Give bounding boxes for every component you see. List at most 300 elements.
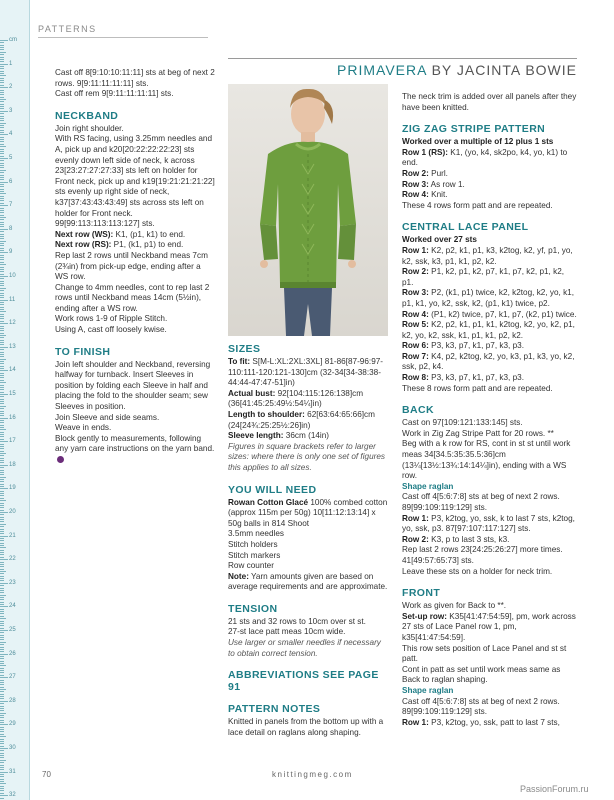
ruler-tick bbox=[0, 259, 4, 260]
ruler-tick bbox=[0, 99, 6, 100]
ruler-tick bbox=[0, 647, 4, 648]
ruler-tick bbox=[0, 590, 4, 591]
ruler-tick bbox=[0, 559, 8, 560]
ruler-tick bbox=[0, 781, 4, 782]
ruler-tick bbox=[0, 510, 4, 511]
ruler-tick bbox=[0, 750, 4, 751]
size-info: Sleeve length: 36cm (14in) bbox=[228, 431, 330, 441]
ruler-tick bbox=[0, 507, 4, 508]
ruler-tick bbox=[0, 158, 8, 159]
instruction-text: Weave in ends. bbox=[55, 423, 112, 433]
ruler-tick bbox=[0, 415, 4, 416]
ruler-tick bbox=[0, 342, 4, 343]
ruler-tick bbox=[0, 269, 4, 270]
need-item: Row counter bbox=[228, 561, 274, 571]
instruction-text: Cast off 4[5:6:7:8] sts at beg of next 2 rows. 89[99:109:119:129] sts. bbox=[402, 492, 560, 512]
ruler-tick bbox=[0, 59, 4, 60]
trim-note: The neck trim is added over all panels after they have been knitted. bbox=[402, 92, 577, 112]
ruler-label: 13 bbox=[9, 343, 16, 350]
ruler-tick bbox=[0, 580, 4, 581]
ruler-tick bbox=[0, 670, 4, 671]
cast-off-text: Cast off 8[9:10:10:11:11] sts at beg of next 2 rows. 9[9:11:11:11:11] sts. bbox=[55, 68, 215, 88]
ruler-tick bbox=[0, 632, 4, 633]
pattern-row: Row 3: As row 1. bbox=[402, 179, 465, 189]
ruler-tick bbox=[0, 314, 4, 315]
ruler-tick bbox=[0, 677, 8, 678]
ruler-tick bbox=[0, 116, 4, 117]
ruler-tick bbox=[0, 604, 4, 605]
ruler-tick bbox=[0, 656, 4, 657]
pattern-repeat: These 4 rows form patt and are repeated. bbox=[402, 200, 553, 210]
ruler-tick bbox=[0, 337, 4, 338]
pattern-repeat: These 8 rows form patt and are repeated. bbox=[402, 383, 553, 393]
ruler-tick bbox=[0, 392, 4, 393]
ruler-tick bbox=[0, 776, 4, 777]
ruler-tick bbox=[0, 576, 4, 577]
ruler-label: 9 bbox=[9, 249, 13, 256]
ruler-tick bbox=[0, 354, 4, 355]
row-instruction: Next row (WS): K1, (p1, k1) to end. bbox=[55, 229, 186, 239]
ruler-tick bbox=[0, 498, 4, 499]
instruction-text: Change to 4mm needles, cont to rep last 2 rows until Neckband meas 14cm (5½in), ending after a WS row. bbox=[55, 282, 210, 313]
ruler-tick bbox=[0, 49, 4, 50]
ruler-tick bbox=[0, 684, 4, 685]
ruler-tick bbox=[0, 474, 4, 475]
ruler-tick bbox=[0, 736, 6, 737]
ruler-tick bbox=[0, 613, 4, 614]
ruler-tick bbox=[0, 47, 4, 48]
ruler-tick bbox=[0, 186, 4, 187]
ruler-tick bbox=[0, 451, 4, 452]
ruler-label: 31 bbox=[9, 768, 16, 775]
ruler-tick bbox=[0, 267, 4, 268]
ruler-tick bbox=[0, 665, 6, 666]
pattern-notes-heading: PATTERN NOTES bbox=[228, 703, 321, 716]
ruler-tick bbox=[0, 748, 8, 749]
ruler-tick bbox=[0, 550, 4, 551]
ruler-tick bbox=[0, 144, 4, 145]
ruler-tick bbox=[0, 408, 4, 409]
ruler-tick bbox=[0, 696, 4, 697]
ruler-tick bbox=[0, 649, 4, 650]
pattern-row: Row 2: P1, k2, p1, k2, p7, k1, p7, k2, p1, k2, p1. bbox=[402, 267, 565, 287]
ruler-tick bbox=[0, 123, 6, 124]
ruler-tick bbox=[0, 370, 8, 371]
instruction-text: With RS facing, using 3.25mm needles and A, pick up and k20[20:22:22:22:23] sts evenly down left side of neck, k across 23[23:27:27:27:33] sts left on holder for Front neck, pick up and k19[19:21:21:21:22] sts evenly up right side of neck, k37[37:43:43:43:49] sts across sts left on holder for Front neck. bbox=[55, 134, 215, 218]
size-info: Length to shoulder: 62[63:64:65:66]cm (24[24¾:25:25½:26]in) bbox=[228, 409, 375, 430]
ruler-tick bbox=[0, 682, 4, 683]
ruler-tick bbox=[0, 321, 4, 322]
ruler-tick bbox=[0, 439, 4, 440]
pattern-row: Row 2: Purl. bbox=[402, 168, 448, 178]
ruler-tick bbox=[0, 335, 6, 336]
ruler-tick bbox=[0, 215, 4, 216]
ruler-tick bbox=[0, 529, 4, 530]
need-item: 3.5mm needles bbox=[228, 529, 284, 539]
ruler-tick bbox=[0, 250, 4, 251]
pattern-row: Set-up row: K35[41:47:54:59], pm, work across 27 sts of Lace Panel row 1, pm, k35[41:47:54:59]. bbox=[402, 611, 576, 642]
ruler-tick bbox=[0, 172, 4, 173]
ruler-tick bbox=[0, 606, 8, 607]
end-mark-icon bbox=[57, 456, 64, 463]
ruler-tick bbox=[0, 193, 6, 194]
ruler-tick bbox=[0, 196, 4, 197]
ruler-tick bbox=[0, 514, 4, 515]
ruler-label: 2 bbox=[9, 84, 13, 91]
ruler-tick bbox=[0, 328, 4, 329]
pattern-notes-text: Knitted in panels from the bottom up with a lace detail on raglans along shaping. bbox=[228, 717, 384, 737]
ruler-label: 30 bbox=[9, 745, 16, 751]
ruler-tick bbox=[0, 293, 4, 294]
ruler-tick bbox=[0, 786, 4, 787]
ruler-tick bbox=[0, 349, 4, 350]
tension-heading: TENSION bbox=[228, 602, 278, 615]
zigzag-worked: Worked over a multiple of 12 plus 1 sts bbox=[402, 137, 554, 147]
ruler-tick bbox=[0, 78, 4, 79]
ruler-tick bbox=[0, 217, 6, 218]
ruler-tick bbox=[0, 422, 4, 423]
ruler-tick bbox=[0, 486, 4, 487]
ruler-label: 8 bbox=[9, 225, 13, 232]
pattern-row: Row 1: P3, k2tog, yo, ssk, patt to last 7 sts, bbox=[402, 717, 560, 727]
ruler-tick bbox=[0, 774, 4, 775]
ruler-tick bbox=[0, 66, 4, 67]
ruler-tick bbox=[0, 595, 6, 596]
ruler-tick bbox=[0, 793, 4, 794]
ruler-tick bbox=[0, 394, 8, 395]
ruler-tick bbox=[0, 210, 4, 211]
ruler-tick bbox=[0, 212, 4, 213]
ruler-tick bbox=[0, 311, 6, 312]
ruler-tick bbox=[0, 757, 4, 758]
ruler-tick bbox=[0, 104, 4, 105]
ruler-tick bbox=[0, 746, 4, 747]
ruler-tick bbox=[0, 465, 8, 466]
ruler-tick bbox=[0, 519, 4, 520]
ruler-tick bbox=[0, 706, 4, 707]
ruler-tick bbox=[0, 420, 4, 421]
ruler-label: 26 bbox=[9, 650, 16, 657]
ruler-tick bbox=[0, 125, 4, 126]
ruler-tick bbox=[0, 356, 4, 357]
ruler-tick bbox=[0, 795, 8, 796]
ruler-tick bbox=[0, 359, 6, 360]
ruler-tick bbox=[0, 295, 4, 296]
ruler-tick bbox=[0, 344, 4, 345]
ruler-tick bbox=[0, 472, 4, 473]
abbreviations-heading: ABBREVIATIONS SEE PAGE 91 bbox=[228, 669, 379, 694]
yarn-info: Rowan Cotton Glacé 100% combed cotton (approx 115m per 50g) 10[11:12:13:14] x 50g balls in 814 Shoot bbox=[228, 497, 388, 528]
ruler-tick bbox=[0, 573, 4, 574]
ruler-tick bbox=[0, 54, 4, 55]
ruler-tick bbox=[0, 175, 4, 176]
instruction-text: Work rows 1-9 of Ripple Stitch. bbox=[55, 314, 168, 324]
ruler-tick bbox=[0, 191, 4, 192]
ruler-tick bbox=[0, 307, 4, 308]
ruler-tick bbox=[0, 623, 4, 624]
ruler-tick bbox=[0, 281, 4, 282]
ruler-tick bbox=[0, 571, 6, 572]
ruler-tick bbox=[0, 687, 4, 688]
ruler-label: cm bbox=[9, 37, 17, 43]
ruler-tick bbox=[0, 597, 4, 598]
ruler-tick bbox=[0, 642, 6, 643]
ruler-tick bbox=[0, 540, 4, 541]
row-instruction: Next row (RS): P1, (k1, p1) to end. bbox=[55, 240, 184, 250]
ruler-tick bbox=[0, 739, 4, 740]
ruler-tick bbox=[0, 769, 4, 770]
ruler-label: 17 bbox=[9, 438, 16, 445]
ruler-tick bbox=[0, 628, 4, 629]
ruler-tick bbox=[0, 276, 8, 277]
ruler-tick bbox=[0, 425, 4, 426]
ruler-tick bbox=[0, 396, 4, 397]
ruler-tick bbox=[0, 798, 4, 799]
ruler-tick bbox=[0, 762, 4, 763]
instruction-text: Rep last 2 rows 23[24:25:26:27] more times. 41[49:57:65:73] sts. bbox=[402, 545, 563, 565]
ruler-label: 6 bbox=[9, 178, 13, 185]
instruction-text: Work as given for Back to **. bbox=[402, 601, 507, 611]
ruler-tick bbox=[0, 720, 4, 721]
ruler-tick bbox=[0, 108, 4, 109]
shape-raglan-heading: Shape raglan bbox=[402, 685, 454, 695]
section-divider bbox=[38, 37, 208, 38]
ruler-tick bbox=[0, 146, 6, 147]
ruler-tick bbox=[0, 198, 4, 199]
zigzag-heading: ZIG ZAG STRIPE PATTERN bbox=[402, 123, 546, 136]
ruler-tick bbox=[0, 481, 4, 482]
ruler-tick bbox=[0, 460, 4, 461]
ruler-tick bbox=[0, 403, 4, 404]
ruler-tick bbox=[0, 156, 4, 157]
ruler-tick bbox=[0, 569, 4, 570]
ruler-tick bbox=[0, 82, 4, 83]
ruler-label: 12 bbox=[9, 320, 16, 327]
ruler-tick bbox=[0, 715, 4, 716]
instruction-text: Work in Zig Zag Stripe Patt for 20 rows. ** bbox=[402, 428, 554, 438]
lace-panel-heading: CENTRAL LACE PANEL bbox=[402, 221, 529, 234]
ruler-tick bbox=[0, 179, 4, 180]
ruler-tick bbox=[0, 755, 4, 756]
ruler-tick bbox=[0, 219, 4, 220]
ruler-tick bbox=[0, 526, 4, 527]
title-by: BY bbox=[431, 62, 453, 78]
sizes-heading: SIZES bbox=[228, 343, 261, 355]
pattern-title bbox=[228, 62, 577, 78]
ruler-tick bbox=[0, 618, 6, 619]
ruler-tick bbox=[0, 118, 4, 119]
website-footer: knittingmeg.com bbox=[272, 770, 353, 779]
ruler-tick bbox=[0, 302, 4, 303]
ruler-tick bbox=[0, 111, 8, 112]
ruler-tick bbox=[0, 731, 4, 732]
watermark: PassionForum.ru bbox=[520, 784, 589, 794]
ruler-tick bbox=[0, 427, 4, 428]
ruler-tick bbox=[0, 45, 4, 46]
ruler-tick bbox=[0, 458, 4, 459]
ruler-tick bbox=[0, 557, 4, 558]
ruler-tick bbox=[0, 399, 4, 400]
need-heading: YOU WILL NEED bbox=[228, 483, 317, 496]
ruler-tick bbox=[0, 446, 4, 447]
ruler-tick bbox=[0, 361, 4, 362]
ruler-tick bbox=[0, 658, 4, 659]
ruler-tick bbox=[0, 297, 4, 298]
ruler-tick bbox=[0, 330, 4, 331]
instruction-text: Cont in patt as set until work meas same as Back to raglan shaping. bbox=[402, 664, 561, 685]
ruler-tick bbox=[0, 113, 4, 114]
ruler-tick bbox=[0, 73, 4, 74]
ruler-tick bbox=[0, 484, 4, 485]
ruler-tick bbox=[0, 182, 8, 183]
sizes-note: Figures in square brackets refer to larger sizes: where there is only one set of figures this applies to all sizes. bbox=[228, 441, 386, 472]
ruler-tick bbox=[0, 68, 4, 69]
ruler-tick bbox=[0, 713, 6, 714]
column-left bbox=[55, 68, 215, 466]
ruler-tick bbox=[0, 701, 8, 702]
ruler-tick bbox=[0, 538, 4, 539]
ruler-tick bbox=[0, 139, 4, 140]
ruler-label: 20 bbox=[9, 509, 16, 515]
ruler-tick bbox=[0, 203, 4, 204]
instruction-text: Using A, cast off loosely kwise. bbox=[55, 325, 167, 335]
ruler-tick bbox=[0, 252, 8, 253]
ruler-tick bbox=[0, 418, 8, 419]
ruler-tick bbox=[0, 767, 4, 768]
measuring-ruler bbox=[0, 0, 30, 800]
ruler-label: 18 bbox=[9, 461, 16, 468]
pattern-row: Row 2: K3, p to last 3 sts, k3. bbox=[402, 534, 510, 544]
ruler-tick bbox=[0, 621, 4, 622]
ruler-tick bbox=[0, 184, 4, 185]
ruler-tick bbox=[0, 616, 4, 617]
ruler-label: 29 bbox=[9, 721, 16, 728]
ruler-tick bbox=[0, 387, 4, 388]
ruler-tick bbox=[0, 672, 4, 673]
title-rule bbox=[228, 58, 577, 59]
ruler-tick bbox=[0, 42, 4, 43]
instruction-text: Rep last 2 rows until Neckband meas 7cm (2¾in) from pick-up edge, ending after a WS row. bbox=[55, 250, 208, 282]
ruler-tick bbox=[0, 160, 4, 161]
ruler-tick bbox=[0, 238, 4, 239]
ruler-tick bbox=[0, 630, 8, 631]
ruler-tick bbox=[0, 200, 4, 201]
finish-heading: TO FINISH bbox=[55, 345, 111, 358]
ruler-tick bbox=[0, 257, 4, 258]
ruler-tick bbox=[0, 790, 4, 791]
ruler-tick bbox=[0, 224, 4, 225]
ruler-tick bbox=[0, 120, 4, 121]
instruction-text: Leave these sts on a holder for neck trim. bbox=[402, 566, 553, 576]
ruler-tick bbox=[0, 323, 8, 324]
ruler-tick bbox=[0, 680, 4, 681]
ruler-tick bbox=[0, 101, 4, 102]
ruler-tick bbox=[0, 141, 4, 142]
ruler-tick bbox=[0, 366, 4, 367]
ruler-tick bbox=[0, 411, 4, 412]
ruler-tick bbox=[0, 722, 4, 723]
ruler-tick bbox=[0, 97, 4, 98]
ruler-tick bbox=[0, 536, 8, 537]
ruler-tick bbox=[0, 661, 4, 662]
ruler-tick bbox=[0, 583, 8, 584]
ruler-tick bbox=[0, 283, 4, 284]
ruler-tick bbox=[0, 663, 4, 664]
page-number: 70 bbox=[42, 770, 51, 779]
ruler-tick bbox=[0, 226, 4, 227]
ruler-tick bbox=[0, 57, 4, 58]
ruler-tick bbox=[0, 694, 4, 695]
ruler-tick bbox=[0, 493, 4, 494]
ruler-tick bbox=[0, 316, 4, 317]
ruler-tick bbox=[0, 625, 4, 626]
ruler-label: 23 bbox=[9, 579, 16, 586]
ruler-tick bbox=[0, 545, 4, 546]
ruler-tick bbox=[0, 40, 8, 41]
ruler-tick bbox=[0, 61, 4, 62]
ruler-tick bbox=[0, 208, 4, 209]
ruler-tick bbox=[0, 375, 4, 376]
ruler-tick bbox=[0, 429, 6, 430]
ruler-tick bbox=[0, 340, 4, 341]
ruler-tick bbox=[0, 231, 4, 232]
ruler-tick bbox=[0, 309, 4, 310]
ruler-tick bbox=[0, 436, 4, 437]
ruler-tick bbox=[0, 503, 4, 504]
ruler-tick bbox=[0, 547, 6, 548]
ruler-label: 25 bbox=[9, 627, 16, 633]
ruler-tick bbox=[0, 151, 4, 152]
ruler-tick bbox=[0, 609, 4, 610]
ruler-tick bbox=[0, 543, 4, 544]
column-right bbox=[402, 92, 577, 728]
ruler-tick bbox=[0, 637, 4, 638]
section-tag: PATTERNS bbox=[38, 24, 97, 34]
ruler-label: 16 bbox=[9, 414, 16, 421]
ruler-label: 7 bbox=[9, 202, 13, 209]
front-heading: FRONT bbox=[402, 587, 441, 600]
lace-worked: Worked over 27 sts bbox=[402, 235, 477, 245]
instruction-text: Join right shoulder. bbox=[55, 123, 124, 133]
ruler-tick bbox=[0, 734, 4, 735]
ruler-tick bbox=[0, 562, 4, 563]
ruler-tick bbox=[0, 441, 8, 442]
ruler-tick bbox=[0, 52, 6, 53]
ruler-tick bbox=[0, 80, 4, 81]
ruler-tick bbox=[0, 554, 4, 555]
ruler-tick bbox=[0, 92, 4, 93]
ruler-label: 14 bbox=[9, 367, 16, 374]
ruler-tick bbox=[0, 602, 4, 603]
ruler-tick bbox=[0, 401, 4, 402]
pattern-row: Row 6: P3, k3, p7, k1, p7, k3, p3. bbox=[402, 341, 524, 351]
size-info: To fit: S[M-L:XL:2XL:3XL] 81-86[87-96:97-110:111-120:121-130]cm (32-34[34-38:38-44:44-47:47-51]in) bbox=[228, 357, 384, 388]
ruler-label: 15 bbox=[9, 391, 16, 397]
ruler-tick bbox=[0, 512, 8, 513]
ruler-tick bbox=[0, 477, 6, 478]
pattern-row: Row 7: K4, p2, k2tog, k2, yo, k3, p1, k3, yo, k2, ssk, p2, k4. bbox=[402, 351, 575, 372]
ruler-tick bbox=[0, 698, 4, 699]
column-middle bbox=[228, 343, 388, 738]
ruler-label: 32 bbox=[9, 792, 16, 799]
pattern-row: Row 1: P3, k2tog, yo, ssk, k to last 7 sts, k2tog, yo, ssk, p3. 87[97:107:117:127] sts. bbox=[402, 513, 575, 534]
ruler-tick bbox=[0, 760, 6, 761]
ruler-label: 22 bbox=[9, 556, 16, 563]
ruler-tick bbox=[0, 488, 8, 489]
pattern-row: Row 1 (RS): K1, (yo, k4, sk2po, k4, yo, k1) to end. bbox=[402, 147, 568, 168]
ruler-tick bbox=[0, 635, 4, 636]
ruler-tick bbox=[0, 495, 4, 496]
